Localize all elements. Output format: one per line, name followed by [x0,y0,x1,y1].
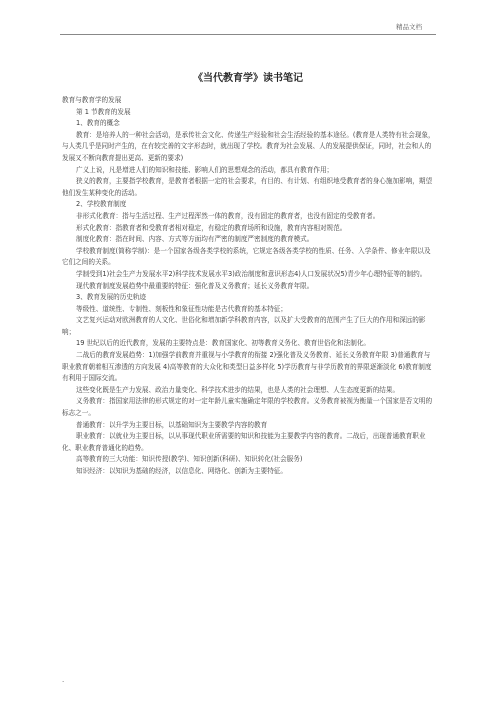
paragraph: 学校教育制度(简称学制)：是一个国家各级各类学校的系统，它规定各级各类学校的性质、任务、入学条件、修业年限以及它们之间的关系。 [62,246,431,267]
paragraph: 广义上说，凡是增进人们的知识和技能、影响人们的思想观念的活动，都具有教育作用； [76,165,334,174]
paragraph: 义务教育：指国家用法律的形式规定的对一定年龄儿童实施确定年限的学校教育。义务教育被视为衡量一个国家是否文明的标志之一。 [62,397,433,418]
topic-heading: 2、学校教育制度 [76,200,127,209]
paragraph: 19 世纪以后的近代教育，发展的主要特点是：教育国家化、初等教育义务化、教育世俗化和法制化。 [76,339,371,348]
topic-heading: 3、教育发展的历史轨迹 [76,293,147,302]
paragraph: 知识经济：以知识为基础的经济，以信息化、网络化、创新为主要特征。 [76,467,287,475]
paragraph: 这些变化既是生产力发展、政治力量变化、科学技术进步的结果，也是人类的社会理想、人生态度更新的结果。 [76,385,400,394]
paragraph: 高等教育的三大功能：知识传授(教学)、知识创新(科研)、知识转化(社会服务) [76,455,303,464]
document-body [62,95,436,478]
paragraph: 二战后的教育发展趋势：1)加强学前教育并重视与小学教育的衔接 2)强化普及义务教育、延长义务教育年限 3)普通教育与职业教育朝着相互渗透的方向发展 4)高等教育的大众化和类型日益多样化 5)学历教育与非学历教育的界限逐渐淡化 6)教育制度有利用于国际交流。 [62,351,432,383]
paragraph: 教育：是培养人的一种社会活动，是承传社会文化、传递生产经验和社会生活经验的基本途径。(教育是人类特有社会现象，与人类几乎是同时产生的，在有较完善的文字形态时，就出现了学校。教育为社会发展、人的发展提供保证，同时，社会和人的发展又不断向教育提出更高、更新的要求) [62,130,435,162]
paragraph: 文艺复兴运动对欧洲教育的人文化、世俗化和增加新学科教育内容，以及扩大受教育的范围产生了巨大的作用和深远的影响； [62,316,426,336]
paragraph: 制度化教育：指在时间、内容、方式等方面均有严密的制度严密制度的教育模式。 [76,235,314,244]
paragraph: 非形式化教育：指与生活过程、生产过程浑然一体的教育，没有固定的教育者，也没有固定的受教育者。 [76,211,380,220]
subsection-heading: 第 1 节教育的发展 [76,107,131,116]
paragraph: 形式化教育：指教育者和受教育者相对稳定，有稳定的教育场所和设施，教育内容相对规范。 [76,223,347,232]
section-heading: 教育与教育学的发展 [62,96,122,104]
paragraph: 学制受到1)社会生产力发展水平2)科学技术发展水平3)政治制度和意识形态4)人口发展状况5)青少年心理特征等的制约。 [76,269,427,278]
footer-mark: . [62,676,65,684]
paragraph: 狭义的教育，主要指学校教育，是教育者根据一定的社会要求，有目的、有计划、有组织地受教育者的身心施加影响，期望他们发生某种变化的活动。 [62,177,433,197]
topic-heading: 1、教育的概念 [76,119,120,128]
header-tag: 精品文档 [396,23,422,31]
paragraph: 职业教育：以就业为主要目标，以从事现代职业所需要的知识和技能为主要教学内容的教育。二战后，出现普通教育职业化、职业教育普通化的趋势。 [62,432,426,452]
paragraph: 等级性、道统性、专制性、刻板性和象征性功能是古代教育的基本特征； [76,304,287,313]
paragraph: 现代教育制度发展趋势中最重要的特征：强化普及义务教育；延长义务教育年限。 [76,281,314,290]
document-title: 《当代教育学》读书笔记 [193,73,303,84]
paragraph: 普通教育：以升学为主要目标，以基础知识为主要教学内容的教育 [76,420,268,429]
header-divider [60,34,436,35]
